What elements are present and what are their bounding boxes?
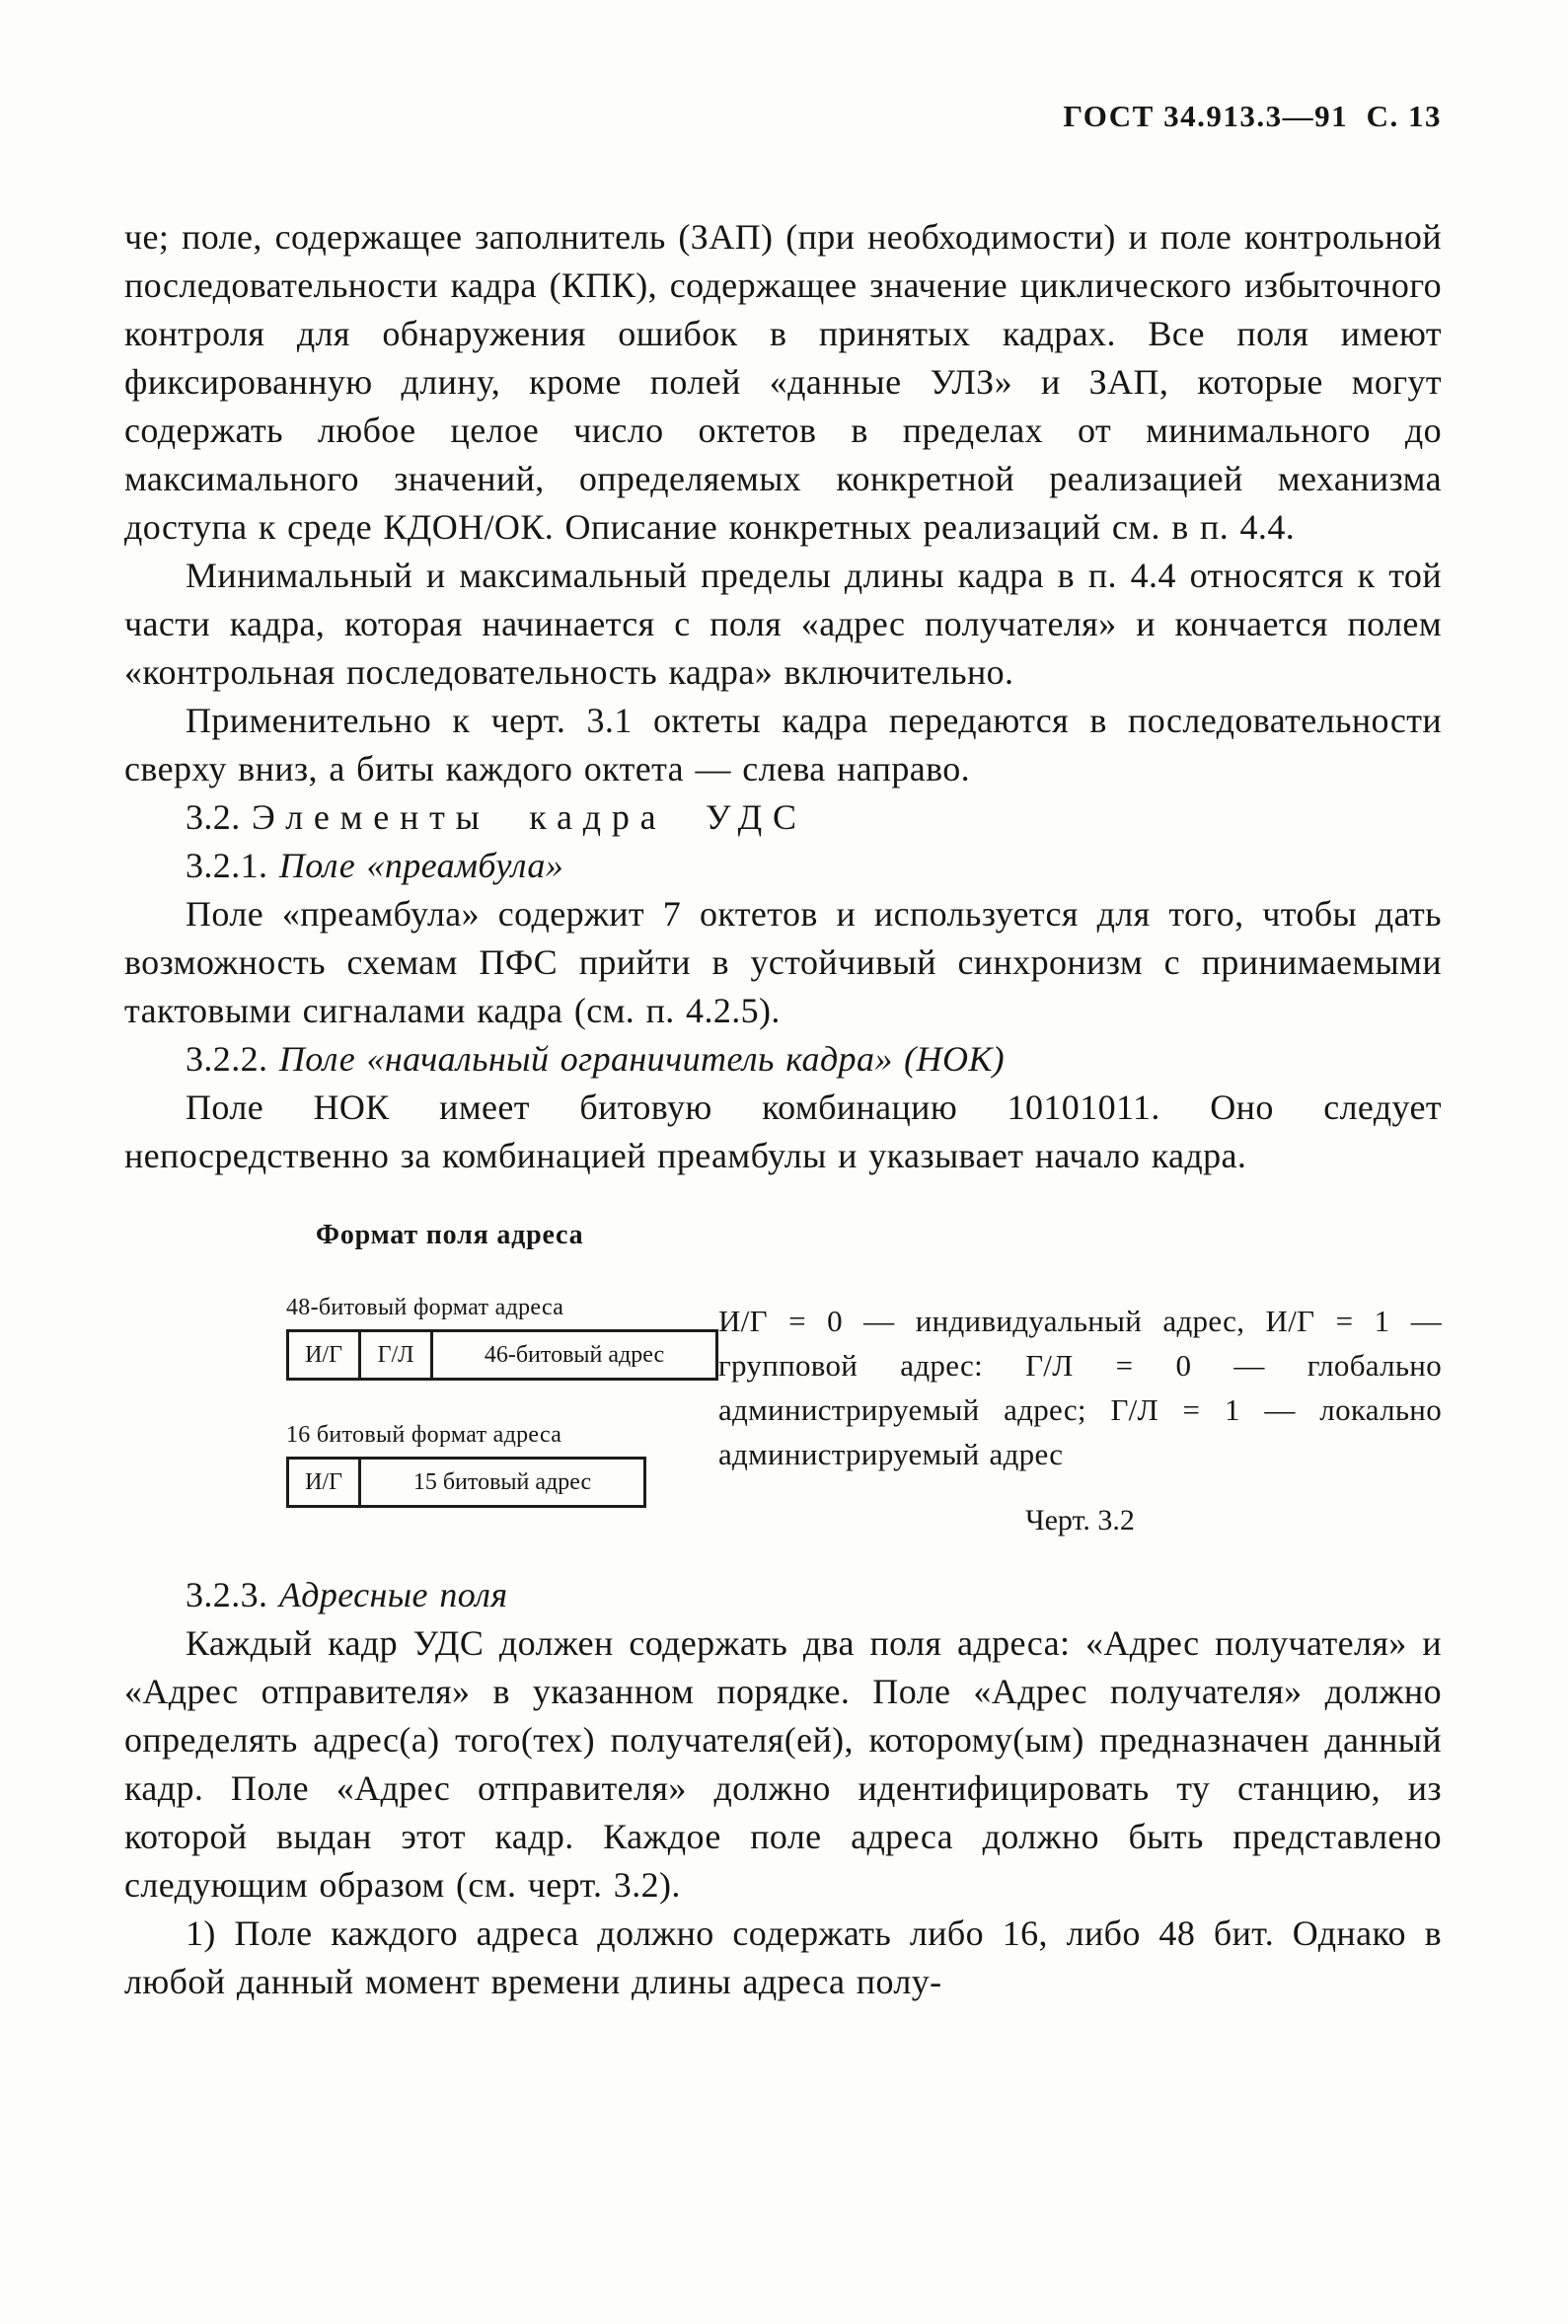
section-heading-3-2-3 (124, 1571, 1442, 1619)
section-heading-3-2 (124, 793, 1442, 842)
section-title: Элементы кадра УДС (252, 797, 807, 837)
paragraph: Поле НОК имеет битовую комбинацию 10101011. Оно следует непосредственно за комбинацией преамбулы и указывает начало кадра. (124, 1087, 1442, 1175)
field-box-46bit-address: 46-битовый адрес (430, 1329, 718, 1381)
figure-address-format (124, 1220, 1442, 1537)
paragraph: Минимальный и максимальный пределы длины кадра в п. 4.4 относятся к той части кадра, которая начинается с поля «адрес получателя» и кончается полем «контрольная последовательность кадра» включительно. (124, 556, 1442, 692)
figure-caption: Черт. 3.2 (1025, 1504, 1135, 1537)
section-number: 3.2. (186, 797, 241, 837)
paragraph: Каждый кадр УДС должен содержать два поля адреса: «Адрес получателя» и «Адрес отправителя» в указанном порядке. Поле «Адрес получателя» должно определять адрес(а) того(тех) получателя(ей), которому(ым) предназначен данный кадр. Поле «Адрес отправителя» должно идентифицировать ту станцию, из которой выдан этот кадр. Каждое поле адреса должно быть представлено следующим образом (см. черт. 3.2). (124, 1623, 1442, 1905)
page-header (124, 63, 1442, 170)
format-16-label: 16 битовый формат адреса (286, 1422, 562, 1448)
paragraph: Применительно к черт. 3.1 октеты кадра передаются в последовательности сверху вниз, а биты каждого октета — слева направо. (124, 701, 1442, 788)
paragraph: 1) Поле каждого адреса должно содержать либо 16, либо 48 бит. Однако в любой данный момент времени длины адреса полу- (124, 1913, 1442, 2001)
field-box-ig: И/Г (286, 1329, 361, 1381)
doc-number: ГОСТ 34.913.3—91 С. 13 (1063, 99, 1442, 133)
figure-diagrams (124, 1295, 718, 1508)
field-box-gl: Г/Л (358, 1329, 433, 1381)
figure-legend: И/Г = 0 — индивидуальный адрес, И/Г = 1 — групповой адрес: Г/Л = 0 — глобально администрируемый адрес; Г/Л = 1 — локально администрируемый адрес (718, 1304, 1442, 1471)
section-title: Поле «преамбула» (278, 846, 564, 885)
document-body (124, 213, 1442, 2006)
field-box-15bit-address: 15 битовый адрес (358, 1457, 646, 1508)
address-format-48-diagram (286, 1329, 718, 1381)
section-title: Поле «начальный ограничитель кадра» (НОК) (278, 1039, 1006, 1079)
section-number: 3.2.3. (186, 1575, 268, 1614)
figure-legend-column (718, 1295, 1442, 1537)
section-number: 3.2.2. (186, 1039, 268, 1079)
address-format-16-diagram (286, 1457, 718, 1508)
paragraph: Поле «преамбула» содержит 7 октетов и используется для того, чтобы дать возможность схемам ПФС прийти в устойчивый синхронизм с принимаемыми тактовыми сигналами кадра (см. п. 4.2.5). (124, 894, 1442, 1030)
field-box-ig: И/Г (286, 1457, 361, 1508)
section-number: 3.2.1. (186, 846, 268, 885)
figure-columns (124, 1295, 1442, 1537)
section-title: Адресные поля (278, 1575, 508, 1614)
figure-title: Формат поля адреса (316, 1220, 584, 1250)
format-48-label: 48-битовый формат адреса (286, 1295, 564, 1320)
paragraph-continuation: че; поле, содержащее заполнитель (ЗАП) (при необходимости) и поле контрольной последовательности кадра (КПК), содержащее значение циклического избыточного контроля для обнаружения ошибок в принятых кадрах. Все поля имеют фиксированную длину, кроме полей «данные УЛЗ» и ЗАП, которые могут содержать любое целое число октетов в пределах от минимального до максимального значений, определяемых конкретной реализацией механизма доступа к среде КДОН/ОК. Описание конкретных реализаций см. в п. 4.4. (124, 217, 1442, 547)
section-heading-3-2-2 (124, 1035, 1442, 1084)
section-heading-3-2-1 (124, 842, 1442, 890)
